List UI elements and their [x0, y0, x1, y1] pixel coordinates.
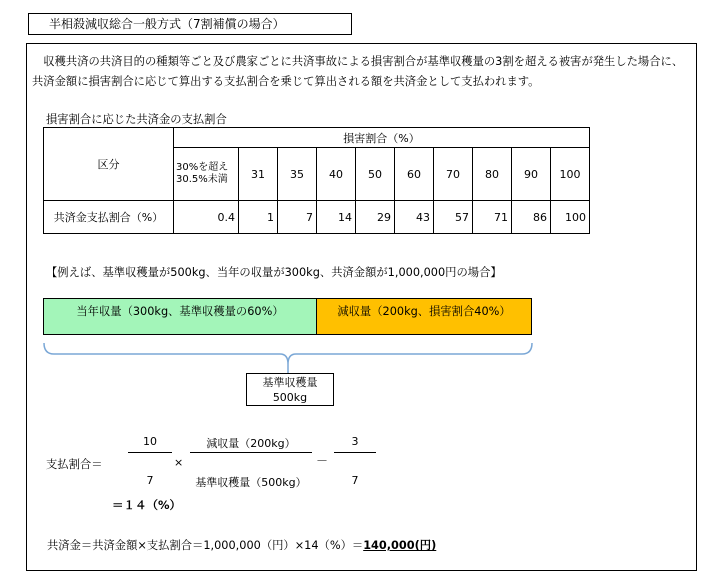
payout-formula: 共済金＝共済金額×支払割合＝1,000,000（円）×14（%）＝ [47, 539, 364, 552]
current-yield-bar: 当年収量（300kg、基準収穫量の60%） [43, 298, 317, 335]
intro-paragraph [32, 52, 692, 92]
damage-ratio-header: 損害割合（%） [174, 128, 590, 148]
times-sign: × [174, 456, 184, 469]
table-cell: 43 [395, 201, 434, 234]
example-heading: 【例えば、基準収穫量が500kg、当年の収量が300kg、共済金額が1,000,000円の場合】 [46, 266, 502, 279]
table-cell: 7 [278, 201, 317, 234]
standard-yield-label: 基準収穫量 [262, 376, 318, 389]
table-cell: 14 [317, 201, 356, 234]
column-header: 60 [395, 148, 434, 201]
column-header: 50 [356, 148, 395, 201]
kubun-header: 区分 [44, 128, 174, 201]
column-header: 31 [239, 148, 278, 201]
column-header: 30%を超え30.5%未満 [174, 148, 239, 201]
reduced-yield-bar: 減収量（200kg、損害割合40%） [316, 298, 532, 335]
column-header: 70 [434, 148, 473, 201]
table-cell: 1 [239, 201, 278, 234]
column-header: 80 [473, 148, 512, 201]
fraction1-numerator: 10 [143, 435, 157, 448]
payout-amount: 140,000(円) [363, 539, 437, 552]
fraction3-denominator: 7 [351, 474, 359, 487]
table-caption: 損害割合に応じた共済金の支払割合 [46, 113, 227, 126]
fraction3-line [334, 452, 376, 453]
fraction2-line [190, 452, 312, 453]
minus-sign: － [316, 454, 329, 468]
table-cell: 71 [473, 201, 512, 234]
table-cell: 29 [356, 201, 395, 234]
table-header-row [44, 128, 590, 148]
table-cell: 0.4 [174, 201, 239, 234]
column-header: 100 [551, 148, 590, 201]
table-cell: 57 [434, 201, 473, 234]
page-title: 半相殺減収総合一般方式（7割補償の場合） [28, 13, 352, 35]
fraction1-line [128, 452, 172, 453]
standard-yield-box [246, 373, 334, 406]
fraction3-numerator: 3 [351, 435, 359, 448]
column-header: 40 [317, 148, 356, 201]
table-cell: 86 [512, 201, 551, 234]
formula-result: ＝１４（%） [112, 498, 182, 512]
intro-text: 収穫共済の共済目的の種類等ごと及び農家ごとに共済事故による損害割合が基準収穫量の3割を超える被害が発生した場合に、共済金額に損害割合に応じて算出する支払割合を乗じて算出される額を共済金として支払われます。 [32, 55, 684, 88]
column-header: 35 [278, 148, 317, 201]
table-row [44, 201, 590, 234]
brace-icon [40, 340, 540, 374]
fraction1-denominator: 7 [146, 474, 154, 487]
column-header: 90 [512, 148, 551, 201]
payout-total [47, 537, 436, 553]
payment-rate-table [43, 127, 590, 234]
formula-label: 支払割合＝ [46, 458, 103, 471]
table-cell: 100 [551, 201, 590, 234]
brace-path [44, 343, 532, 364]
fraction2-numerator: 減収量（200kg） [206, 437, 296, 450]
row-label: 共済金支払割合（%） [44, 201, 174, 234]
fraction2-denominator: 基準収穫量（500kg） [195, 476, 307, 489]
standard-yield-value: 500kg [272, 391, 308, 404]
